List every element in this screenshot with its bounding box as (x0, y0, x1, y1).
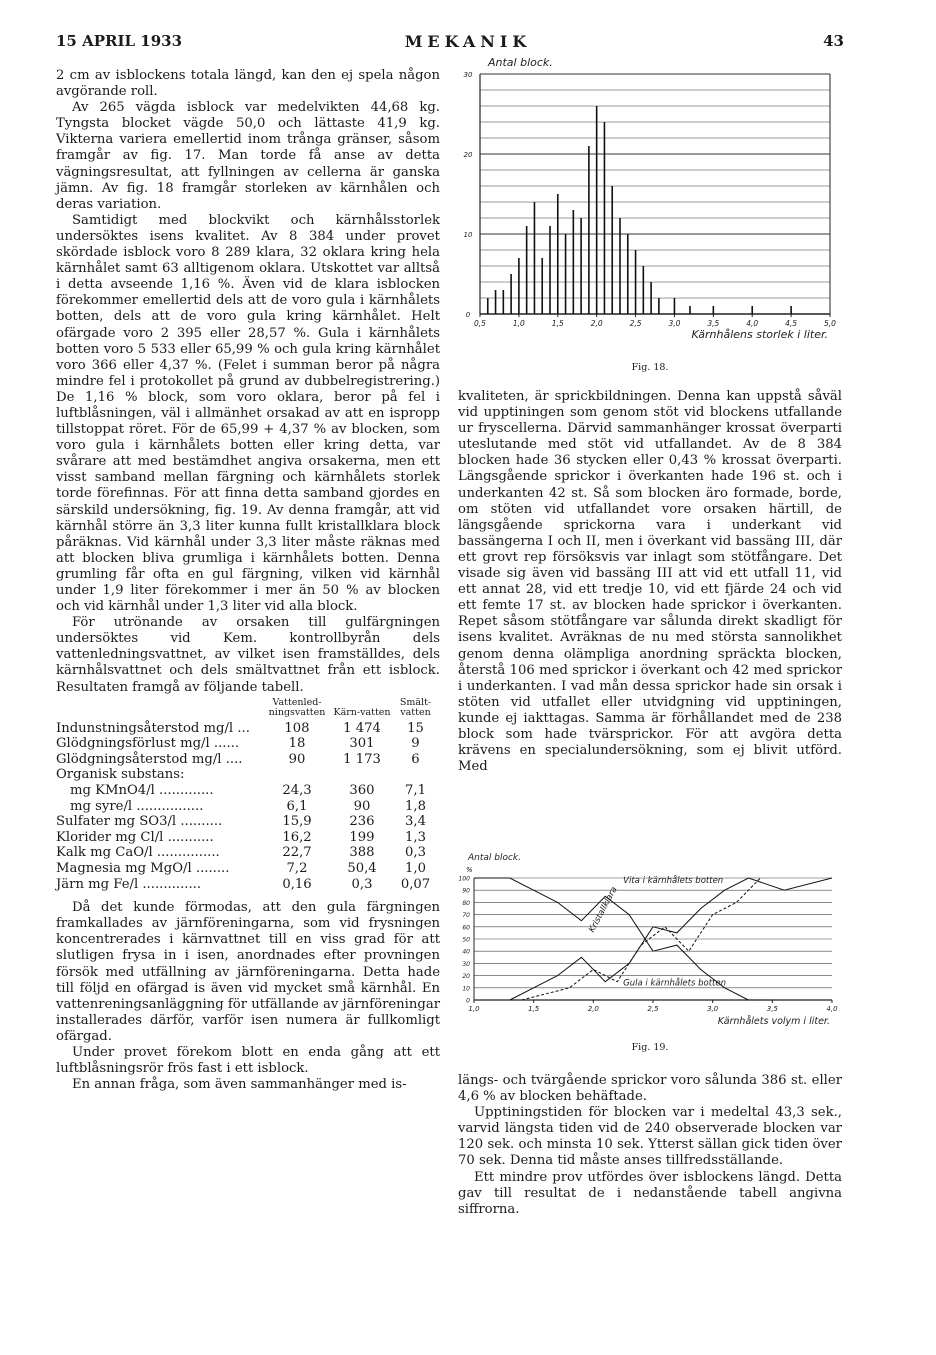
header-page-number: 43 (823, 32, 844, 50)
table-cell: 0,3 (351, 876, 373, 892)
table-cell: 199 (349, 829, 375, 845)
x-tick-label: 1,0 (468, 1005, 480, 1013)
table-cell: 16,2 (282, 829, 312, 845)
paragraph: En annan fråga, som även sammanhänger med is- (72, 1077, 407, 1093)
table-cell: mg syre/l ................ (70, 798, 204, 814)
paragraph: Ett mindre prov utfördes över isblockens längd. Detta gav till resultat de i nedanstående tabell angivna siffrorna. (458, 1169, 842, 1217)
table-cell: 7,1 (405, 783, 426, 799)
x-tick-label: 0,5 (474, 319, 486, 328)
table-cell: Magnesia mg MgO/l ........ (56, 861, 230, 876)
x-tick-label: 3,5 (707, 319, 720, 328)
table-cell: 15,9 (282, 814, 312, 830)
series-label: Gula i kärnhålets botten (623, 978, 727, 989)
paragraph: kvaliteten, är sprickbildningen. Denna kan uppstå såväl vid upptiningen som genom stöt vid blockens utfallande ur fryscellerna. Därvid sammanhänger krossat överparti uteslutande med stöt vid utfallandet. Av de 8 384 blocken hade 36 stycken eller 0,43 % krossat överparti. Längsgående sprickor i överkanten hade 196 st. och i underkanten 42 st. Så som blocken äro formade, borde, om stöten vid utfallandet vore orsaken härtill, de längsgående sprickorna vara i underkant vid bassängerna I och II, men i överkant vid bassäng III, där ett grovt rep försöksvis var inlagt som stötfångare. Det visade sig även vid bassäng III att vid ett utfall 11, vid ett annat 28, vid ett tredje 10, vid ett fjärde 24 och vid ett femte 17 st. av blocken hade sprickor i överkanten. Repet såsom stötfångare var sålunda direkt skadligt för isens kvalitet. Avräknas de nu med största sannolikhet genom denna olämpliga anordning spräckta blocken, återstå 106 med sprickor i överkant och 42 med sprickor i underkanten. I vad mån dessa sprickor hade sin orsak i stöten vid utfallet eller utvidgning vid upptiningen, kunde ej iakttagas. Samma är förhållandet med de 238 block som hade tvärsprickor. För att avgöra detta krävens en specialundersökning, som ej blivit utförd. Med (458, 389, 842, 775)
right-column-continued (458, 1073, 842, 1218)
table-cell: 50,4 (347, 861, 377, 876)
y-tick-label: 50 (462, 936, 470, 944)
x-tick-label: 4,5 (785, 319, 798, 328)
table-row (56, 845, 440, 861)
x-tick-label: 2,0 (587, 1005, 599, 1013)
y-axis-label: Antal block. (488, 56, 553, 69)
table-cell: Klorider mg Cl/l ........... (56, 829, 214, 845)
table-header-cell: Kärn-vatten (333, 706, 391, 718)
y-tick-label: 10 (463, 231, 473, 239)
x-tick-label: 3,0 (668, 319, 681, 328)
y-tick-label: 30 (462, 960, 470, 968)
right-column (458, 389, 842, 775)
x-axis-label: Kärnhålets volym i liter. (717, 1016, 830, 1027)
table-cell: 1 474 (343, 720, 381, 736)
series-label: Vita i kärnhålets botten (623, 875, 724, 886)
table-cell: 108 (284, 720, 310, 736)
x-tick-label: 1,5 (551, 319, 564, 328)
header-journal-title: MEKANIK (404, 32, 532, 51)
table-row (56, 799, 440, 815)
y-tick-label: 80 (462, 899, 470, 907)
x-tick-label: 2,5 (629, 319, 642, 328)
table-header-cell: Smält-vatten (399, 696, 432, 718)
paragraph: För utrönande av orsaken till gulfärgningen undersöktes vid Kem. kontrollbyrån dels vattenledningsvattnet, av vilket isen framställdes, dels kärnhålsvattnet och dels smältvattnet från ett isblock. Resultaten framgå av följande tabell. (56, 615, 440, 695)
table-cell: 3,4 (405, 814, 426, 830)
table-header-cell: Vattenled-ningsvatten (268, 696, 326, 718)
water-analysis-table (56, 698, 440, 893)
paragraph: Under provet förekom blott en enda gång att ett luftblåsningsrör frös fast i ett isblock. (56, 1045, 440, 1077)
table-cell (261, 767, 333, 783)
figure-18-caption: Fig. 18. (631, 362, 669, 373)
figure-19-chart (452, 850, 852, 1030)
table-cell: Glödgningsåterstod mg/l .... (56, 751, 243, 767)
table-cell: 90 (353, 798, 371, 814)
x-tick-label: 5,0 (824, 319, 836, 328)
y-tick-label: 30 (463, 71, 473, 79)
paragraph: Då det kunde förmodas, att den gula färgningen framkallades av järnföreningarna, som vid frysningen koncentrerades i kärnvattnet till en viss grad för att slutligen frysa in i isen, anordnades efter provningen försök med utfällning av järnföreningarna. Detta hade till följd en ofärgad is även vid mycket små kärnhål. En vattenreningsanläggning för utfällande av järnföreningar installerades därför, varför isen numera är fullkomligt ofärgad. (56, 900, 440, 1044)
table-cell: 22,7 (282, 845, 312, 861)
table-cell: Indunstningsåterstod mg/l ... (56, 720, 250, 736)
figure-18-chart (452, 52, 852, 357)
y-tick-label: 0 (465, 311, 471, 319)
table-cell: 388 (349, 845, 375, 861)
table-row (56, 783, 440, 799)
table-cell: 24,3 (282, 783, 312, 799)
x-tick-label: 3,5 (766, 1005, 778, 1013)
y-tick-label: 100 (458, 875, 470, 883)
y-tick-label: 10 (462, 985, 470, 993)
table-cell: 301 (349, 736, 375, 752)
y-tick-label: 20 (462, 973, 470, 981)
table-cell: 1 173 (343, 751, 381, 767)
table-row (56, 877, 440, 893)
table-cell: Kalk mg CaO/l ............... (56, 845, 220, 861)
table-row (56, 830, 440, 846)
header-date: 15 APRIL 1933 (56, 32, 183, 50)
table-row (56, 736, 440, 752)
x-tick-label: 1,5 (528, 1005, 540, 1013)
table-cell: Sulfater mg SO3/l .......... (56, 814, 223, 830)
table-row (56, 767, 440, 783)
table-cell: 236 (349, 814, 375, 830)
table-header-row (56, 698, 440, 721)
table-row (56, 752, 440, 768)
y-tick-label: 90 (462, 887, 470, 895)
table-cell: 7,2 (286, 861, 308, 876)
table-row (56, 814, 440, 830)
table-cell: Organisk substans: (56, 767, 185, 783)
y-axis-unit: % (466, 866, 473, 874)
table-cell (391, 767, 440, 783)
paragraph: Av 265 vägda isblock var medelvikten 44,68 kg. Tyngsta blocket vägde 50,0 och lättaste 41,9 kg. Vikterna variera emellertid inom trånga gränser, såsom framgår av fig. 17. Man torde få anse av detta vägningsresultat, att fyllningen av cellerna är ganska jämn. Av fig. 18 framgår storleken av kärnhålen och deras variation. (56, 100, 440, 212)
table-cell: 15 (407, 720, 424, 736)
x-tick-label: 1,0 (512, 319, 525, 328)
paragraph: Samtidigt med blockvikt och kärnhålsstorlek undersöktes isens kvalitet. Av 8 384 under provet skördade isblock voro 8 289 klara, 32 oklara kring hela kärnhålet samt 63 alltigenom oklara. Utskottet var alltså i detta avseende 1,16 %. Även vid de klara isblocken förekommer emellertid dels att de voro gula i kärnhålets botten, dels att de voro gula kring kärnhålet. Helt ofärgade voro 2 395 eller 28,57 %. Gula i kärnhålets botten voro 5 533 eller 65,99 % och gula kring kärnhålet voro 366 eller 4,37 %. (Felet i summan beror på några mindre fel i protokollet på grund av dubbelregistrering.) De 1,16 % block, som voro oklara, beror på fel i luftblåsningen, väl i allmänhet orsakad av att en ispropp tillstoppat röret. För de 65,99 + 4,37 % av blocken, som voro gula i kärnhålets botten eller kring detta, var svårare att med bestämdhet angiva orsakerna, men ett visst samband mellan färgning och kärnhålets storlek torde förefinnas. För att finna detta samband gjordes en särskild undersökning, fig. 19. Av denna framgår, att vid kärnhål större än 3,3 liter kunna fullt kristallklara block påräknas. Vid kärnhål under 3,3 liter måste räknas med att blocken bliva grumliga i kärnhålets botten. Denna grumling får ofta en gul färgning, vilken vid kärnhål under 1,9 liter förekommer i mer än 50 % av blocken och vid kärnhål under 1,3 liter vid alla block. (56, 212, 440, 615)
paragraph: Upptiningstiden för blocken var i medeltal 43,3 sek., varvid längsta tiden vid de 240 observerade blocken var 120 sek. och minsta 10 sek. Ytterst sällan gick tiden över 70 sek. Denna tid måste anses tillfredsställande. (458, 1105, 842, 1169)
x-tick-label: 3,0 (707, 1005, 719, 1013)
table-cell: 18 (288, 736, 306, 752)
x-tick-label: 2,5 (647, 1005, 659, 1013)
y-tick-label: 20 (463, 151, 473, 159)
table-cell: Järn mg Fe/l .............. (56, 876, 202, 892)
table-cell: 360 (349, 783, 375, 799)
table-header-cell (56, 698, 261, 721)
paragraph: längs- och tvärgående sprickor voro sålunda 386 st. eller 4,6 % av blocken behäftade. (458, 1073, 842, 1105)
left-column (56, 68, 440, 1093)
y-tick-label: 60 (462, 924, 470, 932)
table-cell: 6,1 (286, 798, 308, 814)
x-tick-label: 4,0 (746, 319, 759, 328)
table-cell: 9 (411, 736, 420, 752)
series-label: Kristallklara (587, 885, 620, 935)
table-cell: 0,07 (400, 876, 431, 892)
table-row (56, 861, 440, 877)
y-tick-label: 40 (462, 948, 470, 956)
y-axis-label: Antal block. (468, 853, 522, 863)
table-cell (333, 767, 391, 783)
table-cell: 90 (288, 751, 306, 767)
table-cell: 0,3 (405, 845, 426, 861)
x-axis-label: Kärnhålens storlek i liter. (691, 328, 828, 341)
x-tick-label: 4,0 (826, 1005, 838, 1013)
figure-19-caption: Fig. 19. (631, 1042, 669, 1053)
table-cell: Glödgningsförlust mg/l ...... (56, 736, 240, 752)
table-cell: 1,8 (405, 798, 426, 814)
y-tick-label: 0 (466, 997, 470, 1005)
table-cell: 1,3 (405, 829, 426, 845)
table-cell: mg KMnO4/l ............. (70, 783, 214, 799)
table-cell: 1,0 (405, 861, 426, 876)
table-row (56, 721, 440, 737)
table-cell: 0,16 (282, 876, 312, 892)
paragraph: 2 cm av isblockens totala längd, kan den ej spela någon avgörande roll. (56, 68, 440, 100)
table-cell: 6 (411, 751, 420, 767)
x-tick-label: 2,0 (590, 319, 603, 328)
y-tick-label: 70 (462, 912, 470, 920)
